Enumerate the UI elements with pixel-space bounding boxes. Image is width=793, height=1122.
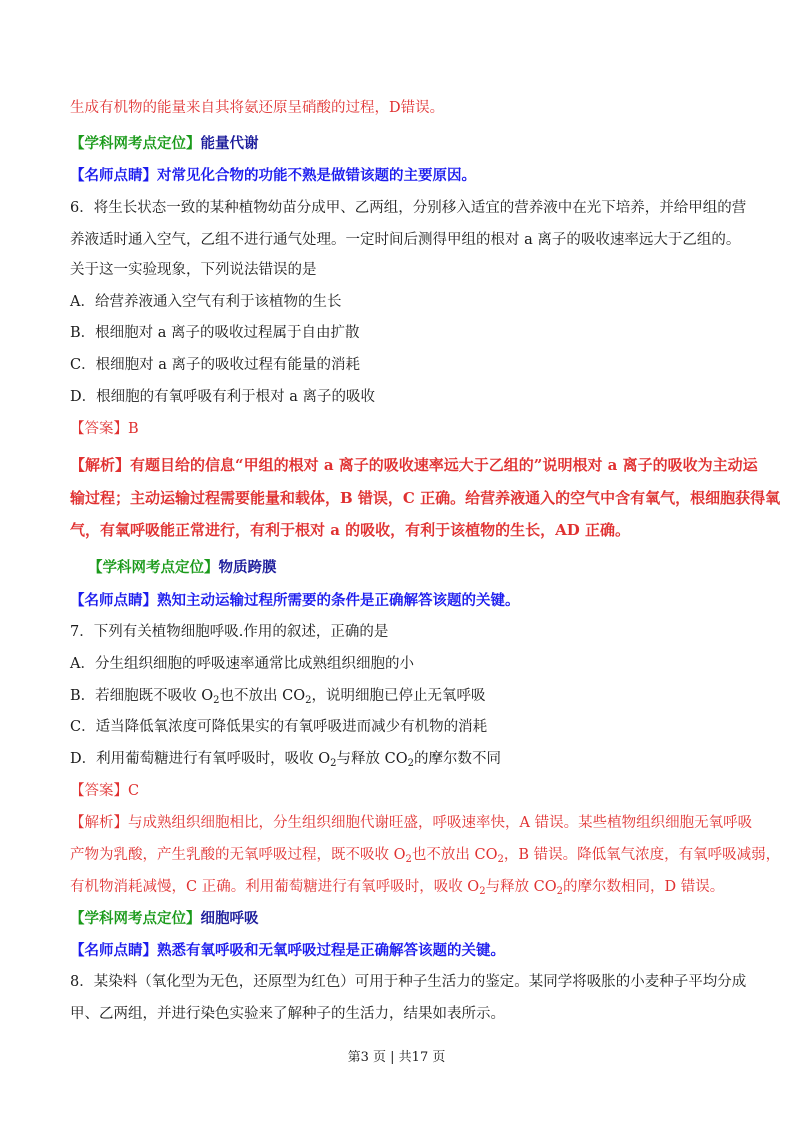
question-6-teacher-tip <box>70 591 520 611</box>
answer-value: C <box>128 783 140 799</box>
question-6-answer <box>70 419 139 439</box>
question-6-option-d: D．根细胞的有氧呼吸有利于根对 a 离子的吸收 <box>70 389 375 405</box>
question-7-option-c: C．适当降低氧浓度可降低果实的有氧呼吸进而减少有机物的消耗 <box>70 719 488 735</box>
tag-label: 【名师点睛】 <box>70 592 157 609</box>
question-8-line-2: 甲、乙两组，并进行染色实验来了解种子的生活力，结果如表所示。 <box>70 1006 505 1022</box>
tag-text: 物质跨膜 <box>218 559 277 576</box>
question-8-line-1: 8．某染料（氧化型为无色，还原型为红色）可用于种子生活力的鉴定。某同学将吸胀的小麦种子平均分成 <box>70 974 747 990</box>
question-6-knowledge-point <box>88 558 277 578</box>
question-6-explanation-2: 输过程；主动运输过程需要能量和载体，B 错误，C 正确。给营养液通入的空气中含有氧气，根细胞获得氧 <box>70 489 781 507</box>
tag-text: 细胞呼吸 <box>200 910 259 927</box>
question-6-option-a: A．给营养液通入空气有利于该植物的生长 <box>70 294 342 310</box>
question-7-explanation-1: 【解析】与成熟组织细胞相比，分生组织细胞代谢旺盛，呼吸速率快，A 错误。某些植物组织细胞无氧呼吸 <box>70 815 753 831</box>
page-footer: 第3 页 | 共17 页 <box>347 1050 446 1065</box>
tag-label: 【名师点睛】 <box>70 167 157 184</box>
question-7-teacher-tip <box>70 941 505 961</box>
tag-text: 对常见化合物的功能不熟是做错该题的主要原因。 <box>157 167 476 184</box>
tag-label: 【学科网考点定位】 <box>70 135 201 152</box>
question-6-explanation-1: 【解析】有题目给的信息“甲组的根对 a 离子的吸收速率远大于乙组的”说明根对 a 离子的吸收为主动运 <box>70 456 758 474</box>
question-7-explanation-2: 产物为乳酸，产生乳酸的无氧呼吸过程，既不吸收 $O_2$也不放出 $CO_2$，B 错误。降低氧气浓度，有氧呼吸减弱， <box>70 847 781 865</box>
question-6-line-3: 关于这一实验现象，下列说法错误的是 <box>70 262 317 278</box>
question-6-option-b: B．根细胞对 a 离子的吸收过程属于自由扩散 <box>70 325 360 341</box>
tag-label: 【名师点睛】 <box>70 942 157 959</box>
question-7-knowledge-point <box>70 909 259 929</box>
prev-knowledge-point <box>70 134 259 154</box>
question-7-explanation-3: 有机物消耗减慢，C 正确。利用葡萄糖进行有氧呼吸时，吸收 $O_2$与释放 $CO_2$的摩尔数相同，D 错误。 <box>70 879 725 897</box>
tag-text: 能量代谢 <box>200 135 259 152</box>
explanation-label: 【解析】 <box>70 815 128 831</box>
question-7-option-d: D．利用葡萄糖进行有氧呼吸时，吸收 $O_2$与释放 $CO_2$的摩尔数不同 <box>70 751 501 769</box>
tag-label: 【学科网考点定位】 <box>88 559 219 576</box>
tag-text: 熟知主动运输过程所需要的条件是正确解答该题的关键。 <box>157 592 520 609</box>
question-6-explanation-3: 气，有氧呼吸能正常进行，有利于根对 a 的吸收，有利于该植物的生长，AD 正确。 <box>70 521 631 539</box>
question-6-line-2: 养液适时通入空气，乙组不进行通气处理。一定时间后测得甲组的根对 a 离子的吸收速率远大于乙组的。 <box>70 232 741 248</box>
answer-label: 【答案】 <box>70 783 128 799</box>
question-6-option-c: C．根细胞对 a 离子的吸收过程有能量的消耗 <box>70 357 360 373</box>
tag-text: 熟悉有氧呼吸和无氧呼吸过程是正确解答该题的关键。 <box>157 942 505 959</box>
explanation-label: 【解析】 <box>70 456 131 474</box>
answer-label: 【答案】 <box>70 421 128 437</box>
question-6-line-1: 6．将生长状态一致的某种植物幼苗分成甲、乙两组，分别移入适宜的营养液中在光下培养，并给甲组的营 <box>70 200 747 216</box>
prev-teacher-tip <box>70 166 476 186</box>
answer-value: B <box>128 421 139 437</box>
prev-explanation-end: 生成有机物的能量来自其将氨还原呈硝酸的过程，D错误。 <box>70 100 445 116</box>
question-7-option-a: A．分生组织细胞的呼吸速率通常比成熟组织细胞的小 <box>70 656 414 672</box>
question-7-option-b: B．若细胞既不吸收 $O_2$也不放出 $CO_2$，说明细胞已停止无氧呼吸 <box>70 688 486 706</box>
question-7-answer <box>70 781 139 801</box>
question-7-line-1: 7．下列有关植物细胞呼吸.作用的叙述，正确的是 <box>70 624 389 640</box>
tag-label: 【学科网考点定位】 <box>70 910 201 927</box>
